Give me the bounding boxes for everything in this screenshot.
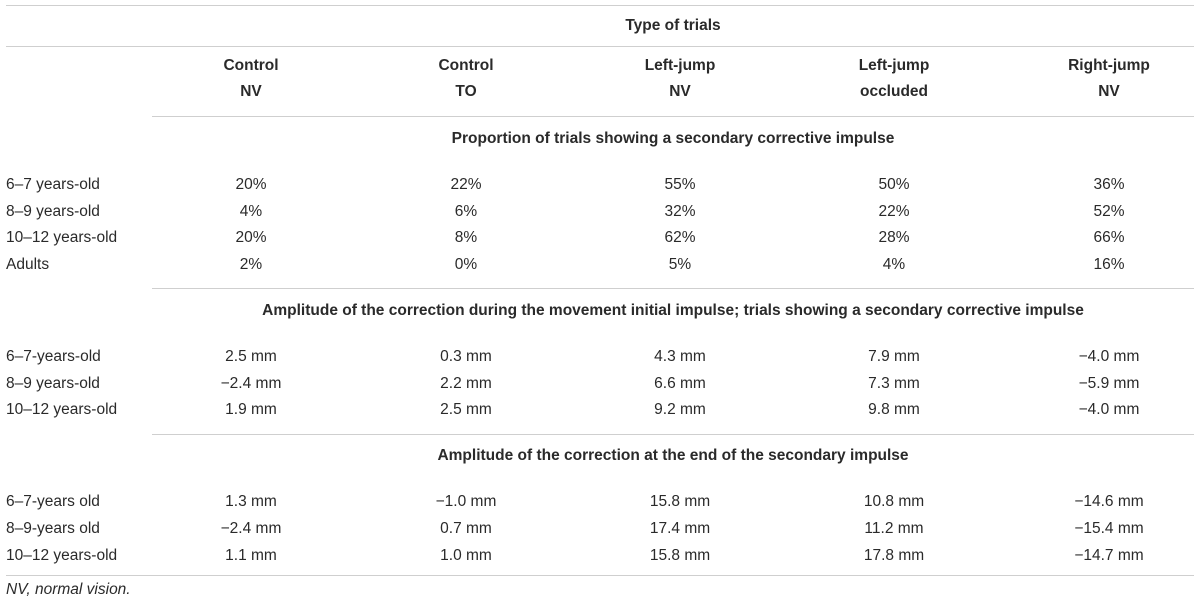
table-cell: −14.6 mm [1074, 493, 1144, 510]
table-cell: 17.8 mm [863, 547, 925, 564]
col-header-control-to-line2: TO [455, 83, 477, 100]
row-label: 6–7-years old [6, 493, 100, 510]
col-header-right-jump-nv-line1: Right-jump [1068, 57, 1150, 74]
table-cell: 28% [878, 229, 910, 246]
type-of-trials-header: Type of trials [625, 17, 721, 34]
table-cell: 6.6 mm [654, 375, 706, 392]
table-cell: 16% [1093, 256, 1125, 273]
table-cell: 1.1 mm [225, 547, 277, 564]
table-cell: 22% [450, 176, 482, 193]
col-header-right-jump-nv-line2: NV [1098, 83, 1120, 100]
table-cell: −14.7 mm [1074, 547, 1144, 564]
table-cell: 17.4 mm [649, 520, 711, 537]
table-cell: −2.4 mm [220, 520, 282, 537]
row-label: 8–9 years-old [6, 375, 100, 392]
row-label: 10–12 years-old [6, 229, 118, 246]
col-header-control-to-line1: Control [438, 57, 494, 74]
table-cell: 15.8 mm [649, 547, 711, 564]
col-header-left-jump-nv-line1: Left-jump [644, 57, 716, 74]
table-cell: 4% [882, 256, 906, 273]
table-cell: 2.5 mm [225, 348, 277, 365]
row-label: 6–7 years-old [6, 176, 100, 193]
row-label: Adults [6, 256, 50, 273]
row-label: 10–12 years-old [6, 547, 118, 564]
row-label: 6–7-years-old [6, 348, 101, 365]
col-header-left-jump-nv-line2: NV [669, 83, 691, 100]
rule-under-type-header [6, 46, 1194, 47]
rule-section-3 [152, 434, 1194, 435]
table-cell: 11.2 mm [864, 520, 924, 537]
table-cell: 0.7 mm [440, 520, 492, 537]
table-cell: 1.3 mm [225, 493, 277, 510]
col-header-control-nv-line1: Control [223, 57, 279, 74]
table-footnote: NV, normal vision. [6, 581, 131, 598]
row-label: 10–12 years-old [6, 401, 118, 418]
rule-top [6, 5, 1194, 6]
table-cell: 6% [454, 203, 478, 220]
table-cell: 66% [1093, 229, 1125, 246]
table-cell: −5.9 mm [1078, 375, 1140, 392]
row-label: 8–9 years-old [6, 203, 100, 220]
section-title-secondary-impulse: Amplitude of the correction at the end of the secondary impulse [437, 447, 909, 464]
table-cell: 32% [664, 203, 696, 220]
table-cell: 1.0 mm [440, 547, 492, 564]
table-cell: −2.4 mm [220, 375, 282, 392]
table-cell: 20% [235, 176, 267, 193]
table-cell: 52% [1093, 203, 1125, 220]
table-cell: 4% [239, 203, 263, 220]
table-cell: 1.9 mm [225, 401, 277, 418]
table-cell: 36% [1093, 176, 1125, 193]
section-title-proportion: Proportion of trials showing a secondary corrective impulse [451, 130, 895, 147]
table-cell: 4.3 mm [654, 348, 706, 365]
table-cell: 0.3 mm [440, 348, 492, 365]
table-cell: 5% [668, 256, 692, 273]
table-cell: −1.0 mm [435, 493, 497, 510]
table-cell: 22% [878, 203, 910, 220]
table-cell: −4.0 mm [1078, 348, 1140, 365]
table-cell: 20% [235, 229, 267, 246]
table-cell: −15.4 mm [1074, 520, 1144, 537]
table-cell: 2.5 mm [440, 401, 492, 418]
section-title-initial-impulse: Amplitude of the correction during the movement initial impulse; trials showing a secondary corrective impulse [262, 302, 1084, 319]
rule-under-column-headers [152, 116, 1194, 117]
table-cell: 0% [454, 256, 478, 273]
table-cell: 9.2 mm [654, 401, 706, 418]
table-cell: 7.9 mm [868, 348, 920, 365]
table-cell: 2.2 mm [440, 375, 492, 392]
table-cell: 62% [664, 229, 696, 246]
table-cell: 10.8 mm [863, 493, 925, 510]
table-cell: 9.8 mm [868, 401, 920, 418]
table-cell: 50% [878, 176, 910, 193]
table-cell: 2% [239, 256, 263, 273]
table-cell: 8% [454, 229, 478, 246]
col-header-left-jump-occluded-line1: Left-jump [858, 57, 930, 74]
rule-bottom [6, 575, 1194, 576]
col-header-control-nv-line2: NV [240, 83, 262, 100]
table-cell: 55% [664, 176, 696, 193]
table-cell: 7.3 mm [868, 375, 920, 392]
table-cell: −4.0 mm [1078, 401, 1140, 418]
row-label: 8–9-years old [6, 520, 100, 537]
table-cell: 15.8 mm [649, 493, 711, 510]
col-header-left-jump-occluded-line2: occluded [859, 83, 929, 100]
rule-section-2 [152, 288, 1194, 289]
